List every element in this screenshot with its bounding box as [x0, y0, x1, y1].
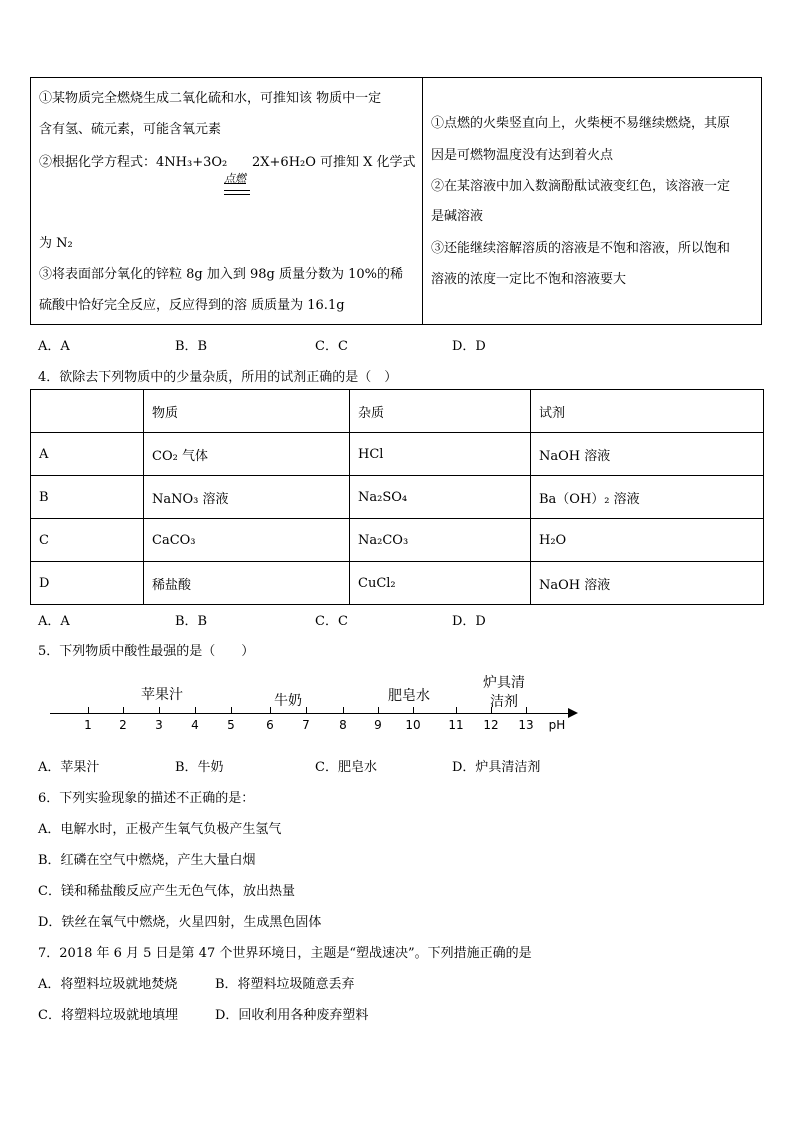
- q6-question: 6．下列实验现象的描述不正确的是：: [38, 791, 255, 806]
- ph-tick: [159, 707, 160, 713]
- q3-right-line-2: 因是可燃物温度没有达到着火点: [431, 148, 614, 163]
- table-cell: A: [31, 433, 144, 476]
- ph-tick: [413, 707, 414, 713]
- q7-option-a[interactable]: A．将塑料垃圾就地焚烧: [38, 977, 178, 992]
- q5-option-b[interactable]: B．牛奶: [175, 760, 224, 775]
- ph-tick-label: 4: [191, 718, 199, 732]
- q3-left-line-7: 硫酸中恰好完全反应，反应得到的溶 质质量为 16.1g: [39, 298, 345, 313]
- table-cell: CO₂ 气体: [144, 433, 350, 476]
- table-cell: D: [31, 562, 144, 605]
- table-cell: HCl: [350, 433, 531, 476]
- q3-left-line-6: ③将表面部分氧化的锌粒 8g 加入到 98g 质量分数为 10%的稀: [39, 267, 404, 282]
- q3-option-c[interactable]: C．C: [315, 339, 348, 354]
- q3-left-line-2: 含有氢、硫元素，可能含氧元素: [39, 122, 222, 137]
- q3-option-b[interactable]: B．B: [175, 339, 208, 354]
- table-cell: NaOH 溶液: [531, 562, 764, 605]
- table-header-row: [31, 390, 764, 433]
- table-row: [31, 433, 764, 476]
- ph-tick: [231, 707, 232, 713]
- ph-tick-label: 3: [155, 718, 163, 732]
- q3-left-line-3: ②根据化学方程式：4NH₃+3O₂: [39, 155, 228, 170]
- q4-table: [30, 389, 764, 605]
- q4-option-b[interactable]: B．B: [175, 614, 208, 629]
- equation-equals-line: [224, 194, 250, 195]
- ph-tick-label: 13: [518, 718, 534, 732]
- ph-tick: [343, 707, 344, 713]
- q3-option-a[interactable]: A．A: [38, 339, 70, 354]
- q4-option-a[interactable]: A．A: [38, 614, 70, 629]
- q4-option-c[interactable]: C．C: [315, 614, 348, 629]
- reaction-condition: 点燃: [224, 172, 246, 185]
- q5-question: 5．下列物质中酸性最强的是（ ）: [38, 644, 255, 659]
- table-header-cell: 物质: [144, 390, 350, 433]
- label-apple-juice: 苹果汁: [141, 687, 183, 703]
- q3-left-line-5: 为 N₂: [39, 236, 73, 251]
- ph-tick: [123, 707, 124, 713]
- q3-option-d[interactable]: D．D: [452, 339, 486, 354]
- ph-tick-label: 10: [405, 718, 421, 732]
- q3-right-line-6: 溶液的浓度一定比不饱和溶液要大: [431, 272, 627, 287]
- q6-option-c[interactable]: C．镁和稀盐酸反应产生无色气体，放出热量: [38, 884, 295, 899]
- label-soap-water: 肥皂水: [388, 688, 430, 704]
- q3-right-line-5: ③还能继续溶解溶质的溶液是不饱和溶液，所以饱和: [431, 241, 731, 256]
- q5-option-a[interactable]: A．苹果汁: [38, 760, 100, 775]
- table-cell: Ba（OH）₂ 溶液: [531, 476, 764, 519]
- ph-tick-label: 2: [119, 718, 127, 732]
- ph-axis-arrow: [568, 708, 578, 718]
- ph-tick-label: 5: [227, 718, 235, 732]
- ph-tick: [306, 707, 307, 713]
- table-cell: C: [31, 519, 144, 562]
- q4-question: 4．欲除去下列物质中的少量杂质，所用的试剂正确的是（ ）: [38, 370, 398, 385]
- ph-tick: [378, 707, 379, 713]
- q6-option-d[interactable]: D．铁丝在氧气中燃烧，火星四射，生成黑色固体: [38, 915, 322, 930]
- table-cell: H₂O: [531, 519, 764, 562]
- q3-right-line-4: 是碱溶液: [431, 209, 484, 224]
- table-cell: CaCO₃: [144, 519, 350, 562]
- q6-option-a[interactable]: A．电解水时，正极产生氧气负极产生氢气: [38, 822, 282, 837]
- label-stove-cleaner-2: 洁剂: [490, 694, 518, 710]
- table-cell: CuCl₂: [350, 562, 531, 605]
- q7-option-b[interactable]: B．将塑料垃圾随意丢弃: [215, 977, 355, 992]
- ph-tick: [491, 707, 492, 713]
- ph-tick-label: 11: [448, 718, 464, 732]
- ph-tick-label: 1: [84, 718, 92, 732]
- q7-option-d[interactable]: D．回收利用各种废弃塑料: [215, 1008, 369, 1023]
- q3-left-line-1: ①某物质完全燃烧生成二氧化硫和水，可推知该 物质中一定: [39, 91, 382, 106]
- ph-tick-label: 8: [339, 718, 347, 732]
- label-milk: 牛奶: [274, 693, 302, 709]
- table-cell: 稀盐酸: [144, 562, 350, 605]
- equation-equals-line: [224, 190, 250, 191]
- ph-axis-line: [50, 713, 570, 714]
- q7-option-c[interactable]: C．将塑料垃圾就地填埋: [38, 1008, 178, 1023]
- q7-question: 7．2018 年 6 月 5 日是第 47 个世界环境日，主题是“塑战速决”。下列措施正确的是: [38, 946, 532, 961]
- table-cell: B: [31, 476, 144, 519]
- ph-tick-label: 12: [483, 718, 499, 732]
- ph-unit-label: pH: [548, 718, 566, 732]
- ph-tick: [195, 707, 196, 713]
- table-cell: NaOH 溶液: [531, 433, 764, 476]
- table-header-cell: 试剂: [531, 390, 764, 433]
- ph-tick: [456, 707, 457, 713]
- table-header-cell: 杂质: [350, 390, 531, 433]
- table-row: [31, 519, 764, 562]
- ph-tick-label: 7: [302, 718, 310, 732]
- column-divider: [422, 78, 423, 324]
- ph-tick: [270, 707, 271, 713]
- table-row: [31, 476, 764, 519]
- table-cell: Na₂CO₃: [350, 519, 531, 562]
- ph-tick: [88, 707, 89, 713]
- q5-option-d[interactable]: D．炉具清洁剂: [452, 760, 541, 775]
- table-cell: Na₂SO₄: [350, 476, 531, 519]
- q3-statement-box: [30, 77, 762, 325]
- q5-option-c[interactable]: C．肥皂水: [315, 760, 377, 775]
- table-header-cell: [31, 390, 144, 433]
- label-stove-cleaner-1: 炉具清: [483, 675, 525, 691]
- ph-tick-label: 9: [374, 718, 382, 732]
- q4-option-d[interactable]: D．D: [452, 614, 486, 629]
- table-row: [31, 562, 764, 605]
- ph-tick-label: 6: [266, 718, 274, 732]
- q6-option-b[interactable]: B．红磷在空气中燃烧，产生大量白烟: [38, 853, 256, 868]
- table-cell: NaNO₃ 溶液: [144, 476, 350, 519]
- ph-tick: [526, 707, 527, 713]
- q3-right-line-3: ②在某溶液中加入数滴酚酞试液变红色，该溶液一定: [431, 179, 731, 194]
- q3-right-line-1: ①点燃的火柴竖直向上，火柴梗不易继续燃烧，其原: [431, 116, 731, 131]
- q3-left-line-4: 2X+6H₂O 可推知 X 化学式: [252, 155, 416, 170]
